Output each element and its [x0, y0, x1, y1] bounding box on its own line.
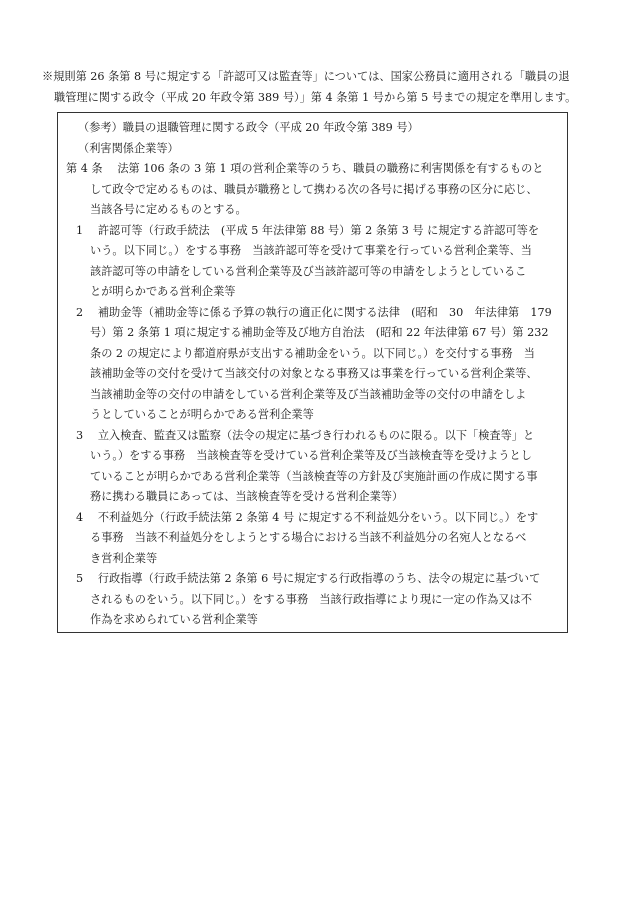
- item-2-line-6: うとしていることが明らかである営利企業等: [90, 408, 314, 421]
- section-heading: （利害関係企業等）: [78, 142, 179, 155]
- item-3-line-2: いう。）をする事務 当該検査等を受けている営利企業等及び当該検査等を受けようとし: [90, 449, 532, 462]
- article-4-line-3: 当該各号に定めるものとする。: [90, 203, 247, 216]
- note-line-2: 職管理に関する政令（平成 20 年政令第 389 号）」第 4 条第 1 号から第 5 号までの規定を準用します。: [54, 91, 577, 104]
- item-3-line-3: ていることが明らかである営利企業等（当該検査等の方針及び実施計画の作成に関する事: [90, 470, 538, 483]
- preamble-note: [42, 66, 592, 108]
- item-1-line-4: とが明らかである営利企業等: [90, 285, 236, 298]
- item-3-line-1: 3 立入検査、監査又は監察（法令の規定に基づき行われるものに限る。以下「検査等」と: [76, 429, 535, 442]
- article-4-line-1: 第 4 条 法第 106 条の 3 第 1 項の営利企業等のうち、職員の職務に利害関係を有するものと: [66, 162, 544, 175]
- item-5-line-1: 5 行政指導（行政手続法第 2 条第 6 号に規定する行政指導のうち、法令の規定に基づいて: [76, 572, 541, 585]
- item-1-line-2: いう。以下同じ。）をする事務 当該許認可等を受けて事業を行っている営利企業等、当: [90, 244, 532, 257]
- item-5-line-3: 作為を求められている営利企業等: [90, 613, 258, 626]
- item-5-line-2: されるものをいう。以下同じ。）をする事務 当該行政指導により現に一定の作為又は不: [90, 593, 532, 606]
- item-4-line-3: き営利企業等: [90, 552, 158, 565]
- item-1-line-3: 該許認可等の申請をしている営利企業等及び当該許認可等の申請をしようとしているこ: [90, 265, 527, 278]
- item-4-line-2: る事務 当該不利益処分をしようとする場合における当該不利益処分の名宛人となるべ: [90, 531, 527, 544]
- item-2-line-5: 当該補助金等の交付の申請をしている営利企業等及び当該補助金等の交付の申請をしよ: [90, 388, 527, 401]
- item-1-line-1: 1 許認可等（行政手続法 (平成 5 年法律第 88 号）第 2 条第 3 号 に規定する許認可等を: [76, 224, 540, 237]
- item-2-line-4: 該補助金等の交付を受けて当該交付の対象となる事務又は事業を行っている営利企業等、: [90, 367, 538, 380]
- article-4-line-2: して政令で定めるものは、職員が職務として携わる次の各号に掲げる事務の区分に応じ、: [90, 183, 538, 196]
- item-4-line-1: 4 不利益処分（行政手続法第 2 条第 4 号 に規定する不利益処分をいう。以下同じ。）をす: [76, 511, 539, 524]
- reference-box: [57, 112, 568, 633]
- item-2-line-1: 2 補助金等（補助金等に係る予算の執行の適正化に関する法律 (昭和 30 年法律第 179: [76, 306, 552, 319]
- item-2-line-2: 号）第 2 条第 1 項に規定する補助金等及び地方自治法 (昭和 22 年法律第 67 号）第 232: [90, 326, 549, 339]
- reference-title: （参考）職員の退職管理に関する政令（平成 20 年政令第 389 号）: [78, 121, 419, 134]
- item-2-line-3: 条の 2 の規定により都道府県が支出する補助金をいう。以下同じ。）を交付する事務 当: [90, 347, 535, 360]
- item-3-line-4: 務に携わる職員にあっては、当該検査等を受ける営利企業等）: [90, 490, 404, 503]
- note-line-1: ※規則第 26 条第 8 号に規定する「許認可又は監査等」については、国家公務員に適用される「職員の退: [42, 70, 570, 83]
